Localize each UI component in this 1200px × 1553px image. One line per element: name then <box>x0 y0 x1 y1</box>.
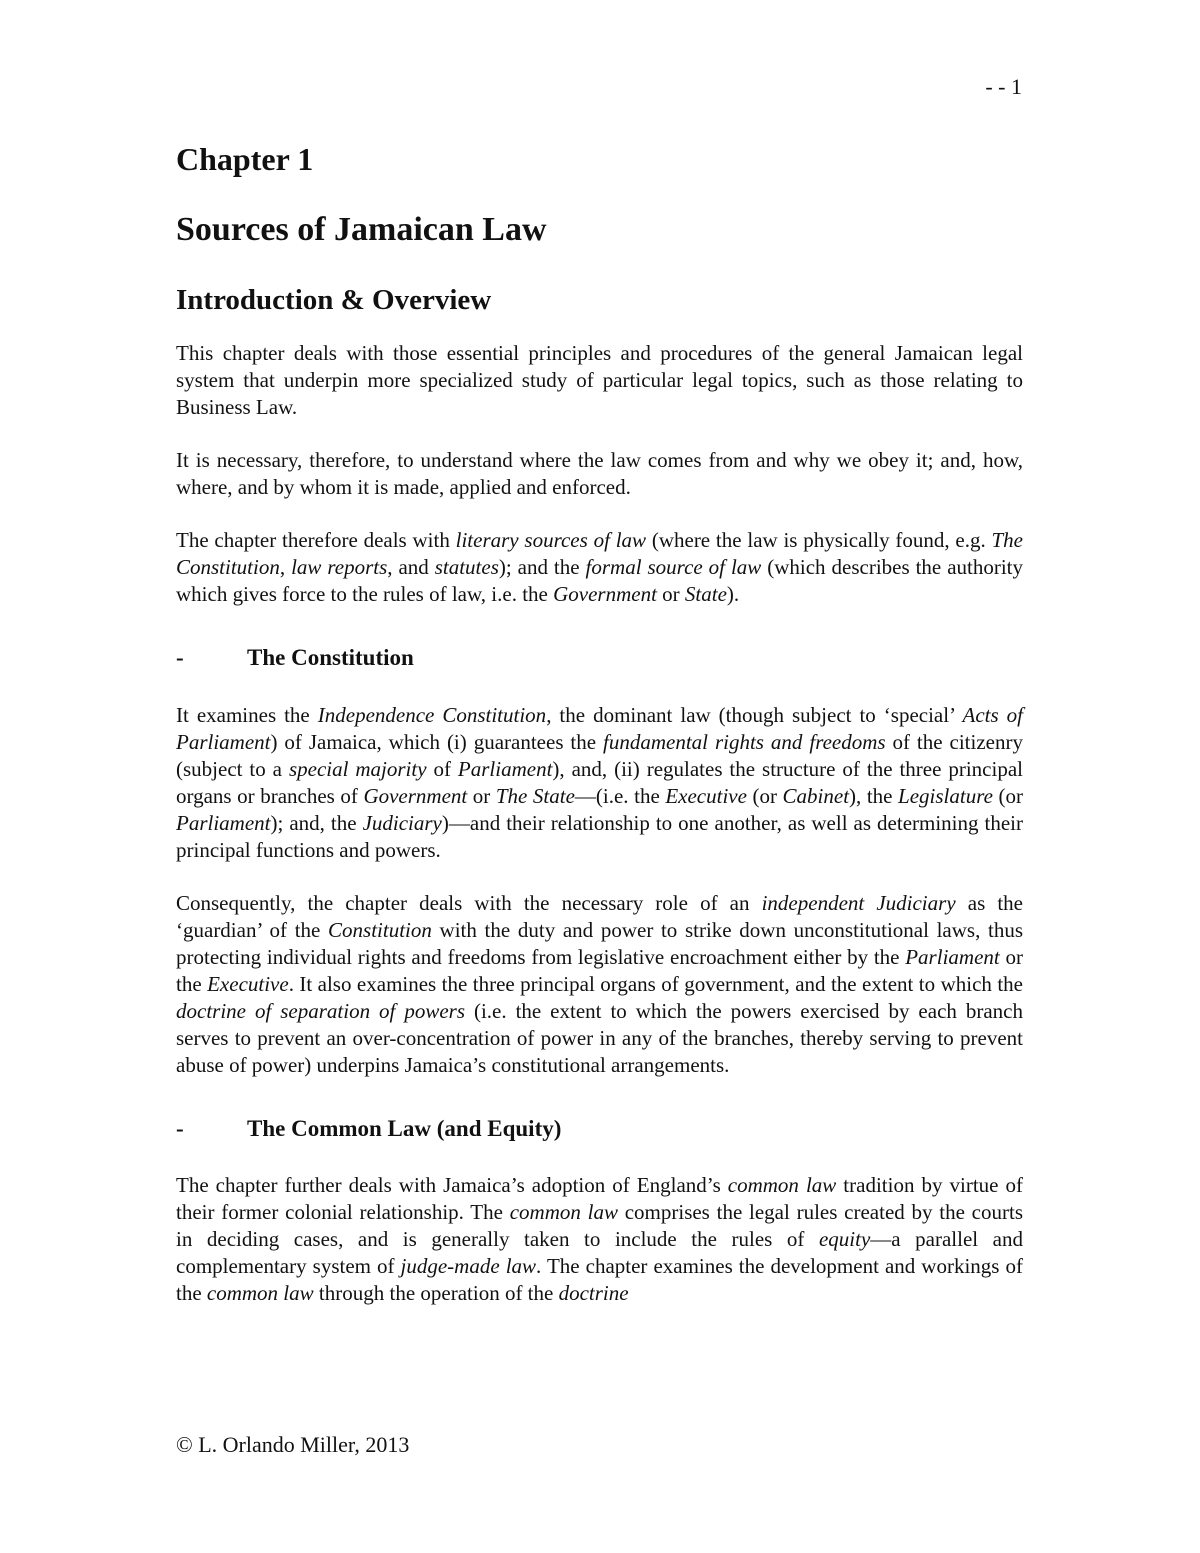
bullet-dash: - <box>176 1115 184 1141</box>
page-number: - - 1 <box>985 74 1022 99</box>
section-heading-common-law <box>176 1115 1023 1143</box>
paragraph-literary-sources: The chapter therefore deals with literary sources of law (where the law is physically found, e.g. The Constitution, law reports, and statutes); and the formal source of law (which describes the authority which gives force to the rules of law, i.e. the Government or State). <box>176 527 1024 606</box>
chapter-label: Chapter 1 <box>176 141 314 177</box>
paragraph-common-law: The chapter further deals with Jamaica’s adoption of England’s common law tradition by virtue of their former colonial relationship. The common law comprises the legal rules created by the courts in deciding cases, and is generally taken to include the rules of equity—a parallel and complementary system of judge-made law. The chapter examines the development and workings of the common law through the operation of the doctrine <box>176 1173 1024 1306</box>
copyright-footer: © L. Orlando Miller, 2013 <box>176 1432 410 1457</box>
paragraph-judiciary: Consequently, the chapter deals with the necessary role of an independent Judiciary as the ‘guardian’ of the Constitution with the duty and power to strike down unconstitutional laws, thus protecting individual rights and freedoms from legislative encroachment either by the Parliament or the Executive. It also examines the three principal organs of government, and the extent to which the doctrine of separation of powers (i.e. the extent to which the powers exercised by each branch serves to prevent an over-concentration of power in any of the branches, thereby serving to prevent abuse of power) underpins Jamaica’s constitutional arrangements. <box>176 890 1023 1077</box>
page-content <box>176 140 1023 1307</box>
intro-paragraph-2: It is necessary, therefore, to understand where the law comes from and why we obey it; and, how, where, and by whom it is made, applied and enforced. <box>176 447 1023 499</box>
section-subtitle: Introduction & Overview <box>176 284 492 317</box>
intro-paragraph-1: This chapter deals with those essential principles and procedures of the general Jamaican legal system that underpin more specialized study of particular legal topics, such as those relating to Business Law. <box>176 340 1023 419</box>
section-heading-text: The Common Law (and Equity) <box>247 1115 562 1141</box>
paragraph-constitution: It examines the Independence Constitution, the dominant law (though subject to ‘special’ Acts of Parliament) of Jamaica, which (i) guarantees the fundamental rights and freedoms of the citizenry (subject to a special majority of Parliament), and, (ii) regulates the structure of the three principal organs or branches of Government or The State—(i.e. the Executive (or Cabinet), the Legislature (or Parliament); and, the Judiciary)—and their relationship to one another, as well as determining their principal functions and powers. <box>176 702 1023 862</box>
chapter-title: Sources of Jamaican Law <box>176 211 547 249</box>
section-heading-constitution <box>176 644 1023 672</box>
bullet-dash: - <box>176 644 184 670</box>
section-heading-text: The Constitution <box>247 644 414 670</box>
